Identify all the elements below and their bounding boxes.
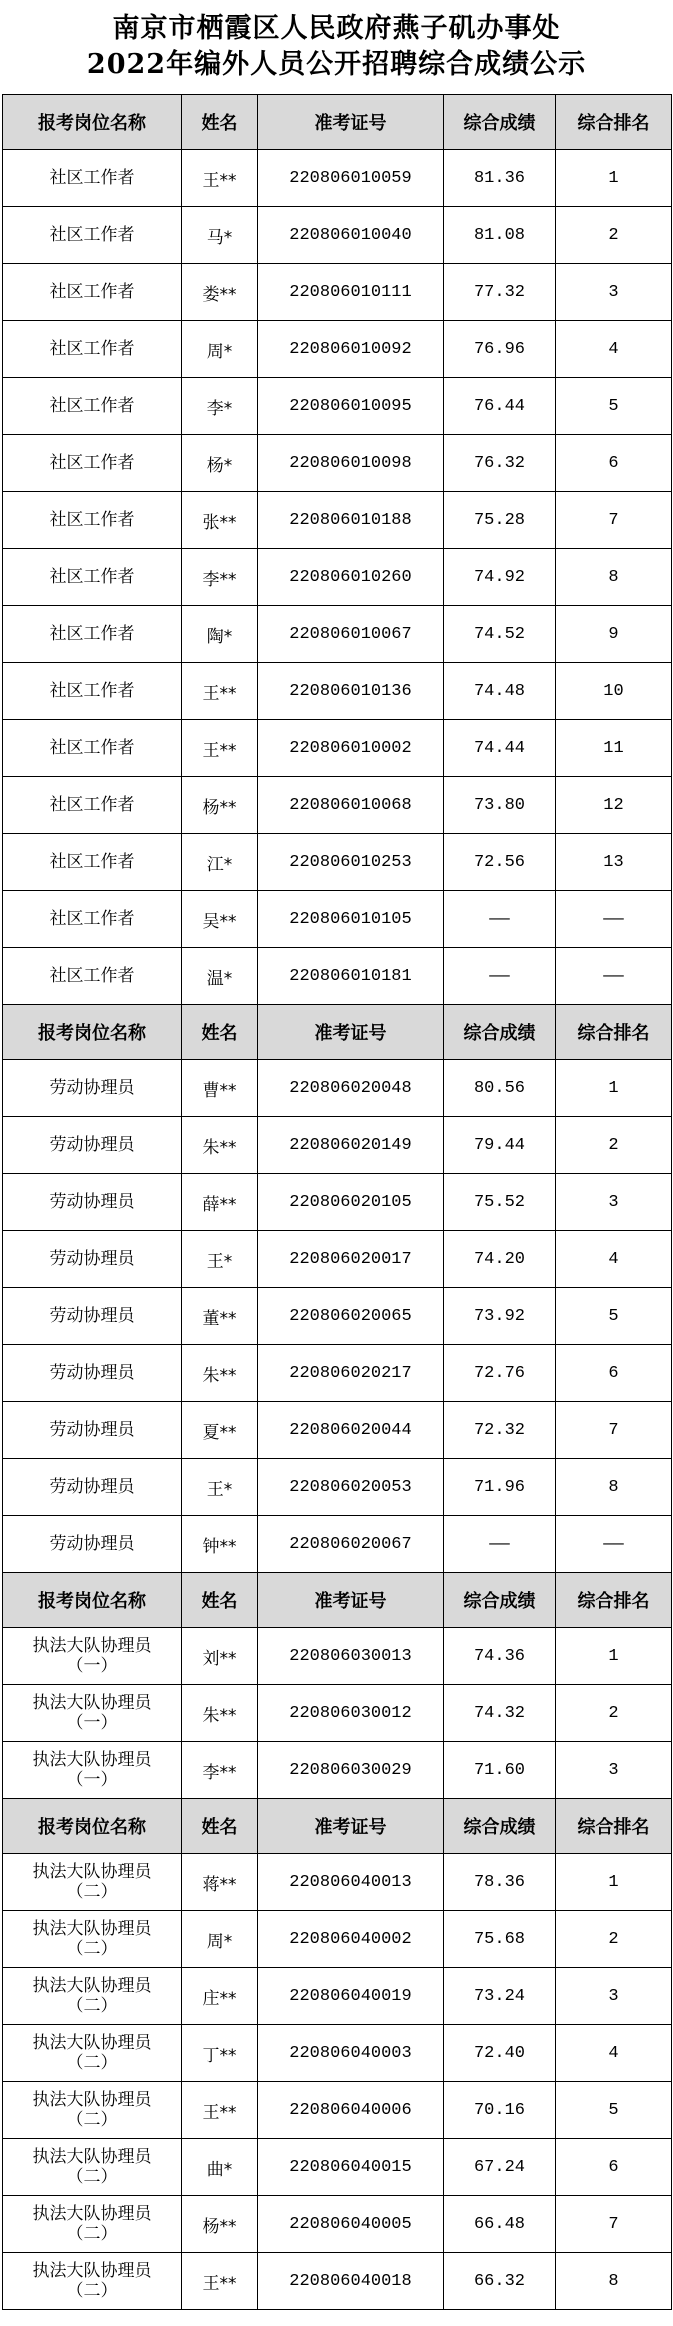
score-cell: 74.20 — [444, 1231, 556, 1288]
rank-cell: 5 — [556, 2082, 672, 2139]
header-position: 报考岗位名称 — [3, 1799, 182, 1854]
exam-id-cell: 220806020149 — [258, 1117, 444, 1174]
name-cell: 蒋** — [182, 1854, 258, 1911]
rank-cell: 5 — [556, 1288, 672, 1345]
name-cell: 王** — [182, 2253, 258, 2310]
header-score: 综合成绩 — [444, 1799, 556, 1854]
score-cell: 76.32 — [444, 435, 556, 492]
position-cell: 劳动协理员 — [3, 1231, 182, 1288]
header-exam-id: 准考证号 — [258, 1005, 444, 1060]
table-row — [3, 1516, 672, 1573]
position-cell: 执法大队协理员 （二） — [3, 1911, 182, 1968]
score-cell: 67.24 — [444, 2139, 556, 2196]
exam-id-cell: 220806030013 — [258, 1628, 444, 1685]
position-cell: 劳动协理员 — [3, 1402, 182, 1459]
rank-cell: 8 — [556, 1459, 672, 1516]
header-row — [3, 1799, 672, 1854]
rank-cell: 4 — [556, 2025, 672, 2082]
rank-cell: 9 — [556, 606, 672, 663]
score-cell: 73.92 — [444, 1288, 556, 1345]
name-cell: 丁** — [182, 2025, 258, 2082]
header-name: 姓名 — [182, 1005, 258, 1060]
position-cell: 社区工作者 — [3, 948, 182, 1005]
exam-id-cell: 220806020048 — [258, 1060, 444, 1117]
exam-id-cell: 220806020065 — [258, 1288, 444, 1345]
name-cell: 陶* — [182, 606, 258, 663]
position-cell: 执法大队协理员 （一） — [3, 1628, 182, 1685]
table-row — [3, 1174, 672, 1231]
name-cell: 刘** — [182, 1628, 258, 1685]
header-score: 综合成绩 — [444, 95, 556, 150]
rank-cell: 8 — [556, 2253, 672, 2310]
rank-cell: —— — [556, 948, 672, 1005]
name-cell: 李* — [182, 378, 258, 435]
exam-id-cell: 220806040019 — [258, 1968, 444, 2025]
rank-cell: 6 — [556, 1345, 672, 1402]
score-cell: 74.48 — [444, 663, 556, 720]
rank-cell: 3 — [556, 1968, 672, 2025]
position-cell: 社区工作者 — [3, 777, 182, 834]
score-cell: 76.44 — [444, 378, 556, 435]
position-cell: 劳动协理员 — [3, 1117, 182, 1174]
rank-cell: 1 — [556, 150, 672, 207]
name-cell: 杨** — [182, 777, 258, 834]
table-row — [3, 1685, 672, 1742]
score-cell: —— — [444, 1516, 556, 1573]
header-name: 姓名 — [182, 1799, 258, 1854]
exam-id-cell: 220806020053 — [258, 1459, 444, 1516]
name-cell: 董** — [182, 1288, 258, 1345]
position-cell: 执法大队协理员 （二） — [3, 2139, 182, 2196]
position-cell: 社区工作者 — [3, 720, 182, 777]
exam-id-cell: 220806010040 — [258, 207, 444, 264]
table-row — [3, 2253, 672, 2310]
name-cell: 马* — [182, 207, 258, 264]
document-title — [0, 0, 673, 94]
table-row — [3, 1402, 672, 1459]
table-row — [3, 264, 672, 321]
exam-id-cell: 220806010059 — [258, 150, 444, 207]
name-cell: 曲* — [182, 2139, 258, 2196]
header-rank: 综合排名 — [556, 95, 672, 150]
table-row — [3, 492, 672, 549]
score-cell: 73.80 — [444, 777, 556, 834]
exam-id-cell: 220806040002 — [258, 1911, 444, 1968]
header-position: 报考岗位名称 — [3, 1573, 182, 1628]
rank-cell: 7 — [556, 1402, 672, 1459]
table-row — [3, 207, 672, 264]
table-row — [3, 2082, 672, 2139]
rank-cell: 2 — [556, 207, 672, 264]
exam-id-cell: 220806020044 — [258, 1402, 444, 1459]
score-cell: 72.32 — [444, 1402, 556, 1459]
table-row — [3, 834, 672, 891]
position-cell: 社区工作者 — [3, 435, 182, 492]
header-exam-id: 准考证号 — [258, 95, 444, 150]
exam-id-cell: 220806010067 — [258, 606, 444, 663]
table-row — [3, 150, 672, 207]
score-cell: 75.52 — [444, 1174, 556, 1231]
exam-id-cell: 220806040006 — [258, 2082, 444, 2139]
table-row — [3, 1060, 672, 1117]
exam-id-cell: 220806040005 — [258, 2196, 444, 2253]
exam-id-cell: 220806020017 — [258, 1231, 444, 1288]
score-cell: 75.68 — [444, 1911, 556, 1968]
name-cell: 钟** — [182, 1516, 258, 1573]
score-cell: 74.92 — [444, 549, 556, 606]
score-cell: 80.56 — [444, 1060, 556, 1117]
rank-cell: 12 — [556, 777, 672, 834]
position-cell: 劳动协理员 — [3, 1174, 182, 1231]
table-row — [3, 1288, 672, 1345]
position-cell: 劳动协理员 — [3, 1288, 182, 1345]
table-row — [3, 948, 672, 1005]
position-cell: 社区工作者 — [3, 606, 182, 663]
score-cell: —— — [444, 948, 556, 1005]
table-row — [3, 2196, 672, 2253]
position-cell: 社区工作者 — [3, 549, 182, 606]
score-cell: 72.56 — [444, 834, 556, 891]
exam-id-cell: 220806010002 — [258, 720, 444, 777]
score-cell: 66.48 — [444, 2196, 556, 2253]
name-cell: 周* — [182, 321, 258, 378]
name-cell: 王** — [182, 663, 258, 720]
rank-cell: 3 — [556, 264, 672, 321]
table-row — [3, 321, 672, 378]
table-row — [3, 1911, 672, 1968]
name-cell: 王** — [182, 720, 258, 777]
rank-cell: 2 — [556, 1685, 672, 1742]
table-row — [3, 1345, 672, 1402]
position-cell: 执法大队协理员 （二） — [3, 2196, 182, 2253]
exam-id-cell: 220806010105 — [258, 891, 444, 948]
header-exam-id: 准考证号 — [258, 1799, 444, 1854]
exam-id-cell: 220806010095 — [258, 378, 444, 435]
position-cell: 社区工作者 — [3, 663, 182, 720]
header-position: 报考岗位名称 — [3, 95, 182, 150]
score-cell: 77.32 — [444, 264, 556, 321]
name-cell: 王* — [182, 1231, 258, 1288]
exam-id-cell: 220806040018 — [258, 2253, 444, 2310]
name-cell: 张** — [182, 492, 258, 549]
score-cell: 71.96 — [444, 1459, 556, 1516]
header-name: 姓名 — [182, 95, 258, 150]
name-cell: 王* — [182, 1459, 258, 1516]
position-cell: 社区工作者 — [3, 150, 182, 207]
table-row — [3, 891, 672, 948]
header-name: 姓名 — [182, 1573, 258, 1628]
title-line-2: 2022年编外人员公开招聘综合成绩公示 — [86, 49, 587, 80]
exam-id-cell: 220806010092 — [258, 321, 444, 378]
rank-cell: 3 — [556, 1174, 672, 1231]
position-cell: 社区工作者 — [3, 834, 182, 891]
title-line-1: 南京市栖霞区人民政府燕子矶办事处 — [112, 13, 561, 44]
position-cell: 社区工作者 — [3, 891, 182, 948]
position-cell: 社区工作者 — [3, 321, 182, 378]
table-row — [3, 606, 672, 663]
results-table-body — [3, 95, 672, 2310]
score-cell: 81.36 — [444, 150, 556, 207]
position-cell: 执法大队协理员 （一） — [3, 1685, 182, 1742]
table-row — [3, 1231, 672, 1288]
exam-id-cell: 220806010111 — [258, 264, 444, 321]
header-row — [3, 1005, 672, 1060]
rank-cell: 4 — [556, 321, 672, 378]
score-cell: 66.32 — [444, 2253, 556, 2310]
name-cell: 李** — [182, 549, 258, 606]
position-cell: 执法大队协理员 （一） — [3, 1742, 182, 1799]
exam-id-cell: 220806020217 — [258, 1345, 444, 1402]
exam-id-cell: 220806040003 — [258, 2025, 444, 2082]
exam-id-cell: 220806040015 — [258, 2139, 444, 2196]
exam-id-cell: 220806010188 — [258, 492, 444, 549]
score-cell: 74.32 — [444, 1685, 556, 1742]
score-cell: 74.36 — [444, 1628, 556, 1685]
score-cell: 79.44 — [444, 1117, 556, 1174]
rank-cell: 11 — [556, 720, 672, 777]
table-row — [3, 720, 672, 777]
exam-id-cell: 220806010181 — [258, 948, 444, 1005]
score-cell: 76.96 — [444, 321, 556, 378]
rank-cell: 1 — [556, 1628, 672, 1685]
exam-id-cell: 220806010068 — [258, 777, 444, 834]
table-row — [3, 435, 672, 492]
rank-cell: 8 — [556, 549, 672, 606]
rank-cell: 6 — [556, 435, 672, 492]
name-cell: 王** — [182, 150, 258, 207]
rank-cell: 6 — [556, 2139, 672, 2196]
position-cell: 执法大队协理员 （二） — [3, 2253, 182, 2310]
rank-cell: 5 — [556, 378, 672, 435]
table-row — [3, 2139, 672, 2196]
rank-cell: —— — [556, 1516, 672, 1573]
header-exam-id: 准考证号 — [258, 1573, 444, 1628]
header-rank: 综合排名 — [556, 1799, 672, 1854]
name-cell: 温* — [182, 948, 258, 1005]
table-row — [3, 549, 672, 606]
name-cell: 杨** — [182, 2196, 258, 2253]
position-cell: 社区工作者 — [3, 264, 182, 321]
rank-cell: 7 — [556, 492, 672, 549]
name-cell: 杨* — [182, 435, 258, 492]
score-cell: 70.16 — [444, 2082, 556, 2139]
score-cell: 71.60 — [444, 1742, 556, 1799]
score-cell: 74.52 — [444, 606, 556, 663]
header-rank: 综合排名 — [556, 1573, 672, 1628]
score-cell: —— — [444, 891, 556, 948]
position-cell: 劳动协理员 — [3, 1060, 182, 1117]
name-cell: 夏** — [182, 1402, 258, 1459]
exam-id-cell: 220806020067 — [258, 1516, 444, 1573]
score-cell: 72.76 — [444, 1345, 556, 1402]
rank-cell: 2 — [556, 1911, 672, 1968]
score-cell: 75.28 — [444, 492, 556, 549]
header-rank: 综合排名 — [556, 1005, 672, 1060]
position-cell: 劳动协理员 — [3, 1516, 182, 1573]
table-row — [3, 777, 672, 834]
table-row — [3, 2025, 672, 2082]
exam-id-cell: 220806040013 — [258, 1854, 444, 1911]
name-cell: 周* — [182, 1911, 258, 1968]
rank-cell: 7 — [556, 2196, 672, 2253]
rank-cell: 3 — [556, 1742, 672, 1799]
name-cell: 李** — [182, 1742, 258, 1799]
rank-cell: 10 — [556, 663, 672, 720]
score-cell: 73.24 — [444, 1968, 556, 2025]
results-table — [2, 94, 672, 2310]
rank-cell: 13 — [556, 834, 672, 891]
name-cell: 娄** — [182, 264, 258, 321]
table-row — [3, 663, 672, 720]
position-cell: 劳动协理员 — [3, 1459, 182, 1516]
position-cell: 执法大队协理员 （二） — [3, 2025, 182, 2082]
name-cell: 朱** — [182, 1685, 258, 1742]
position-cell: 执法大队协理员 （二） — [3, 1854, 182, 1911]
table-row — [3, 1968, 672, 2025]
score-cell: 72.40 — [444, 2025, 556, 2082]
name-cell: 朱** — [182, 1345, 258, 1402]
score-cell: 78.36 — [444, 1854, 556, 1911]
name-cell: 王** — [182, 2082, 258, 2139]
position-cell: 执法大队协理员 （二） — [3, 1968, 182, 2025]
table-row — [3, 1117, 672, 1174]
rank-cell: 4 — [556, 1231, 672, 1288]
table-row — [3, 1459, 672, 1516]
rank-cell: —— — [556, 891, 672, 948]
position-cell: 执法大队协理员 （二） — [3, 2082, 182, 2139]
table-row — [3, 1742, 672, 1799]
exam-id-cell: 220806010253 — [258, 834, 444, 891]
name-cell: 吴** — [182, 891, 258, 948]
exam-id-cell: 220806010136 — [258, 663, 444, 720]
name-cell: 江* — [182, 834, 258, 891]
table-row — [3, 1854, 672, 1911]
exam-id-cell: 220806030029 — [258, 1742, 444, 1799]
name-cell: 朱** — [182, 1117, 258, 1174]
exam-id-cell: 220806030012 — [258, 1685, 444, 1742]
position-cell: 劳动协理员 — [3, 1345, 182, 1402]
exam-id-cell: 220806020105 — [258, 1174, 444, 1231]
table-row — [3, 1628, 672, 1685]
position-cell: 社区工作者 — [3, 492, 182, 549]
position-cell: 社区工作者 — [3, 378, 182, 435]
rank-cell: 1 — [556, 1060, 672, 1117]
header-score: 综合成绩 — [444, 1005, 556, 1060]
header-score: 综合成绩 — [444, 1573, 556, 1628]
table-row — [3, 378, 672, 435]
header-row — [3, 95, 672, 150]
header-position: 报考岗位名称 — [3, 1005, 182, 1060]
name-cell: 曹** — [182, 1060, 258, 1117]
exam-id-cell: 220806010098 — [258, 435, 444, 492]
header-row — [3, 1573, 672, 1628]
name-cell: 薛** — [182, 1174, 258, 1231]
name-cell: 庄** — [182, 1968, 258, 2025]
score-cell: 74.44 — [444, 720, 556, 777]
rank-cell: 1 — [556, 1854, 672, 1911]
rank-cell: 2 — [556, 1117, 672, 1174]
score-cell: 81.08 — [444, 207, 556, 264]
exam-id-cell: 220806010260 — [258, 549, 444, 606]
position-cell: 社区工作者 — [3, 207, 182, 264]
